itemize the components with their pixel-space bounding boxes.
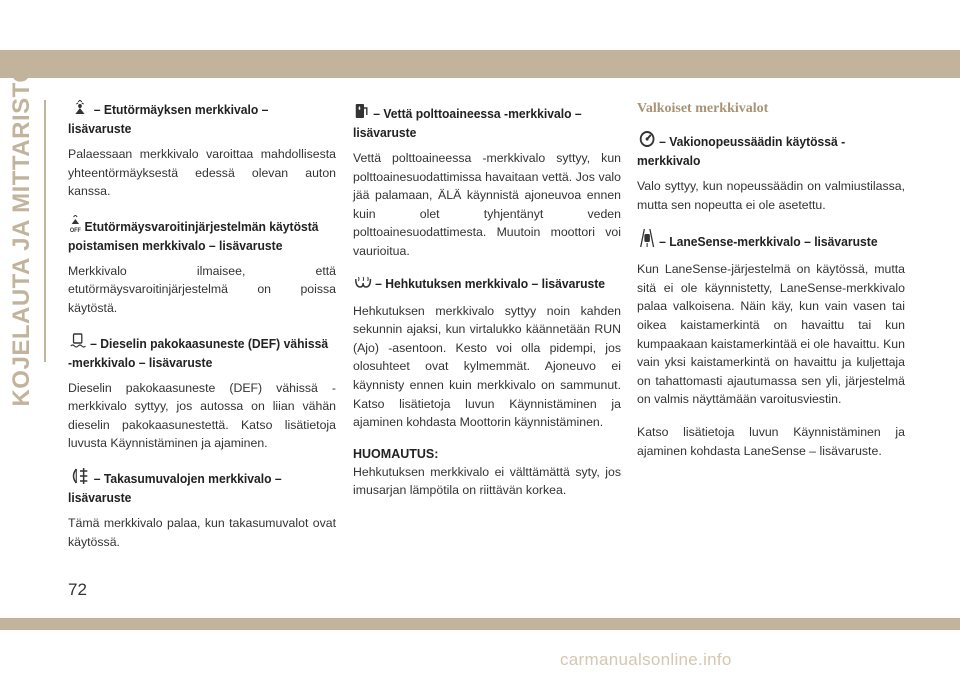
- chapter-divider: [44, 100, 46, 362]
- entry-lanesense: [637, 228, 905, 409]
- entry-def: [68, 332, 336, 453]
- note-block: [353, 446, 621, 500]
- entry-forward-collision-off: [68, 215, 336, 318]
- def-icon: [68, 332, 88, 354]
- entry-rear-fog: [68, 467, 336, 551]
- footer-band: [0, 618, 960, 630]
- body-text: Valo syttyy, kun nopeussäädin on valmiustilassa, mutta sen nopeutta ei ole asetettu.: [637, 179, 905, 212]
- column-3: [637, 100, 905, 474]
- heading-text: – Dieselin pakokaasuneste (DEF) vähissä -merkkivalo – lisävaruste: [68, 335, 329, 370]
- section-title: Valkoiset merkkivalot: [637, 101, 769, 116]
- heading-text: – Etutörmäyksen merkkivalo – lisävaruste: [68, 102, 269, 136]
- forward-collision-off-icon: [68, 215, 83, 237]
- body-text: Tämä merkkivalo palaa, kun takasumuvalot ovat käytössä.: [68, 515, 336, 549]
- body-text: Kun LaneSense-järjestelmä on käytössä, mutta sitä ei ole käynnistetty, LaneSense-merkkivalo palaa valkoisena. Näin käy, kun vain vasen tai oikea kaistamerkintä on havaittu tai kun kumpaakaan kaistamerkintää ei ole havaittu. Kun vain yksi kaistamerkintä on havaittu ja kuljettaja on tahattomasti ajautumassa sen yli, järjestelmä on valmis näyttämään varoitusviestin.: [637, 262, 905, 407]
- heading-text: – Vettä polttoaineessa -merkkivalo – lisävaruste: [353, 106, 582, 140]
- cruise-control-icon: [637, 130, 657, 152]
- body-text: Hehkutuksen merkkivalo syttyy noin kahden sekunnin ajaksi, kun virtalukko käännetään RUN (Ajo) -asentoon. Kesto voi olla pidempi, jos olosuhteet ovat kylmemmät. Ajoneuvo ei käynnisty ennen kuin merkkivalo on sammunut. Katso lisätietoja luvun Käynnistäminen ja ajaminen kohdasta Moottorin käynnistäminen.: [353, 303, 621, 430]
- chapter-label: KOJELAUTA JA MITTARISTO: [8, 63, 35, 407]
- note-text: Hehkutuksen merkkivalo ei välttämättä syty, jos imusarjan lämpötila on riittävän korkea.: [353, 464, 621, 498]
- entry-glow-plug: [353, 275, 621, 432]
- glow-plug-icon: [353, 276, 373, 294]
- note-title: HUOMAUTUS:: [353, 446, 439, 461]
- heading-text: – Takasumuvalojen merkkivalo – lisävaruste: [68, 470, 282, 505]
- rear-fog-icon: [68, 467, 92, 489]
- svg-text:OFF: OFF: [69, 227, 81, 233]
- body-text: Dieselin pakokaasuneste (DEF) vähissä -merkkivalo syttyy, jos autossa on liian vähän dieselin pakokaasunestettä. Katso lisätietoja luvusta Käynnistäminen ja ajaminen.: [68, 380, 336, 451]
- column-2: [353, 100, 621, 500]
- forward-collision-icon: [68, 100, 92, 120]
- entry-cruise-control: [637, 130, 905, 214]
- heading-text: – Vakionopeussäädin käytössä -merkkivalo: [637, 134, 846, 168]
- body-text: Merkkivalo ilmaisee, että etutörmäysvaroitinjärjestelmä on poissa käytöstä.: [68, 263, 336, 315]
- heading-text: – LaneSense-merkkivalo – lisävaruste: [659, 234, 878, 250]
- body-text: Palaessaan merkkivalo varoittaa mahdollisesta yhteentörmäyksestä edessä olevan auton kanssa.: [68, 147, 336, 199]
- body-text: Vettä polttoaineessa -merkkivalo syttyy, kun polttoainesuodattimissa havaitaan vettä. Jos valo jää palamaan, ÄLÄ käynnistä ajoneuvoa ennen kuin olet tyhjentänyt veden polttoainesuodattimesta. Muutoin moottori voi vaurioitua.: [353, 151, 621, 258]
- column-1: [68, 100, 336, 565]
- header-band: [0, 50, 960, 78]
- heading-text: – Hehkutuksen merkkivalo – lisävaruste: [375, 275, 606, 291]
- entry-water-in-fuel: [353, 100, 621, 261]
- page-number: 72: [68, 580, 87, 599]
- entry-forward-collision: [68, 100, 336, 201]
- water-in-fuel-icon: [353, 100, 371, 124]
- body-text-extra: Katso lisätietoja luvun Käynnistäminen ja ajaminen kohdasta LaneSense – lisävaruste.: [637, 424, 905, 458]
- heading-text: Etutörmäysvaroitinjärjestelmän käytöstä poistamisen merkkivalo – lisävaruste: [68, 218, 319, 253]
- watermark: carmanualsonline.info: [560, 650, 732, 669]
- lanesense-icon: [637, 228, 657, 252]
